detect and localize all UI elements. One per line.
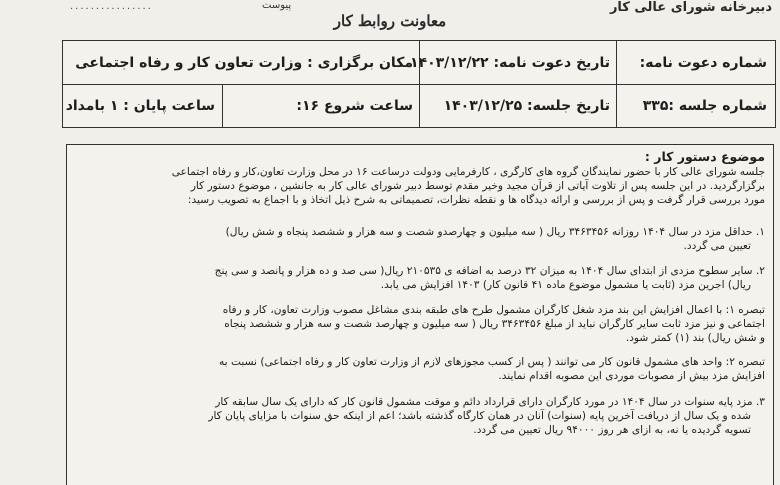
venue: مکان برگزاری : وزارت تعاون کار و رفاه اجتماعی	[75, 54, 413, 71]
session-info-row-1	[63, 41, 775, 85]
text-line: تبصره ۱: با اعمال افزایش این بند مزد شغل کارگران مشمول طرح های طبقه بندی مشاغل مصوب وزارت تعاون، کار و رفاه	[222, 304, 765, 316]
session-date: تاریخ جلسه: ۱۴۰۳/۱۲/۲۵	[443, 97, 610, 114]
text-line: و شش ریال) بند (۱) کمتر شود.	[625, 332, 765, 344]
text-line: ۲. سایر سطوح مزدی از ابتدای سال ۱۴۰۴ به میزان ۳۲ درصد به اضافه ی ۲۱۰۵۳۵ ریال( سی صد و ده هزار و پانصد و سی پنج	[214, 265, 765, 277]
text-line: شده و یک سال از دریافت آخرین پایه (سنوات) آنان در همان کارگاه گذشته باشد؛ اعم از اینکه حق سنوات با مزایای پایان کار	[208, 410, 751, 422]
agenda-note-1	[75, 303, 765, 345]
agenda-item-3	[75, 395, 765, 437]
invite-number-label: شماره دعوت نامه:	[639, 54, 767, 71]
agenda-intro	[75, 165, 765, 207]
cell-divider	[616, 84, 617, 127]
agenda-box	[66, 144, 774, 485]
text-line: ریال) اجرین مزد (ثابت یا مشمول موضوع ماده ۴۱ قانون کار) ۱۴۰۳ افزایش می یابد.	[380, 279, 751, 291]
attachment-label: پیوست	[262, 0, 292, 11]
session-number: شماره جلسه :۳۳۵	[642, 97, 767, 114]
text-line: افزایش مزد بیش از مصوبات موردی این مصوبه اقدام نمایند.	[498, 370, 765, 382]
text-line: ۳. مزد پایه سنوات در سال ۱۴۰۴ در مورد کارگران دارای قرارداد دائم و موقت مشمول قانون کار که دارای یک سال سابقه کار	[215, 396, 765, 408]
department-subtitle: معاونت روابط کار	[333, 12, 447, 30]
text-line: برگزارگردید. در این جلسه پس از تلاوت آیاتی از قرآن مجید وخیر مقدم توسط دبیر شورای عالی کار به جانشین ، موضوع دستور کار	[190, 180, 765, 192]
cell-divider	[419, 41, 420, 84]
agenda-note-2	[75, 355, 765, 383]
text-line: تعیین می گردد.	[683, 240, 751, 252]
cell-divider	[419, 84, 420, 127]
text-line: تبصره ۲: واحد های مشمول قانون کار می توانند ( پس از کسب مجوزهای لازم از وزارت تعاون کار و رفاه اجتماعی) نسبت به	[219, 356, 765, 368]
text-line: تسویه گردیده یا نه، به ازای هر روز ۹۴۰۰۰ ریال تعیین می گردد.	[473, 424, 751, 436]
cell-divider	[222, 84, 223, 127]
agenda-item-2	[75, 264, 765, 292]
letterhead-dots: ................	[70, 1, 153, 12]
org-title: دبیرخانه شورای عالی کار	[609, 0, 772, 15]
session-info-table	[62, 40, 776, 128]
start-time: ساعت شروع ۱۶:	[296, 97, 413, 114]
text-line: جلسه شورای عالی کار با حضور نمایندگان گروه های کارگری ، کارفرمایی ودولت درساعت ۱۶ در محل وزارت تعاون،کار و رفاه اجتماعی	[171, 166, 765, 178]
end-time: ساعت پایان : ۱ بامداد	[65, 97, 215, 114]
text-line: مورد بررسی قرار گرفت و پس از بررسی و ارائه دیدگاه ها و نقطه نظرات، تصمیماتی به شرح ذیل اتخاذ و با اجماع به تصویب رسید:	[187, 194, 765, 206]
cell-divider	[616, 41, 617, 84]
agenda-item-1	[75, 225, 765, 253]
session-info-row-2	[63, 84, 775, 127]
text-line: اجتماعی و نیز مزد ثابت سایر کارگران نباید از مبلغ ۳۴۶۳۴۵۶ ریال ( سه میلیون و چهارصد شصت و سه هزار و ششصد پنجاه	[224, 318, 765, 330]
text-line: ۱. حداقل مزد در سال ۱۴۰۴ روزانه ۳۴۶۳۴۵۶ ریال ( سه میلیون و چهارصدو شصت و سه هزار و ششصد پنجاه و شش ریال)	[225, 226, 765, 238]
invite-date: تاریخ دعوت نامه: ۱۴۰۳/۱۲/۲۲	[410, 54, 610, 71]
agenda-title: موضوع دستور کار :	[644, 149, 765, 164]
